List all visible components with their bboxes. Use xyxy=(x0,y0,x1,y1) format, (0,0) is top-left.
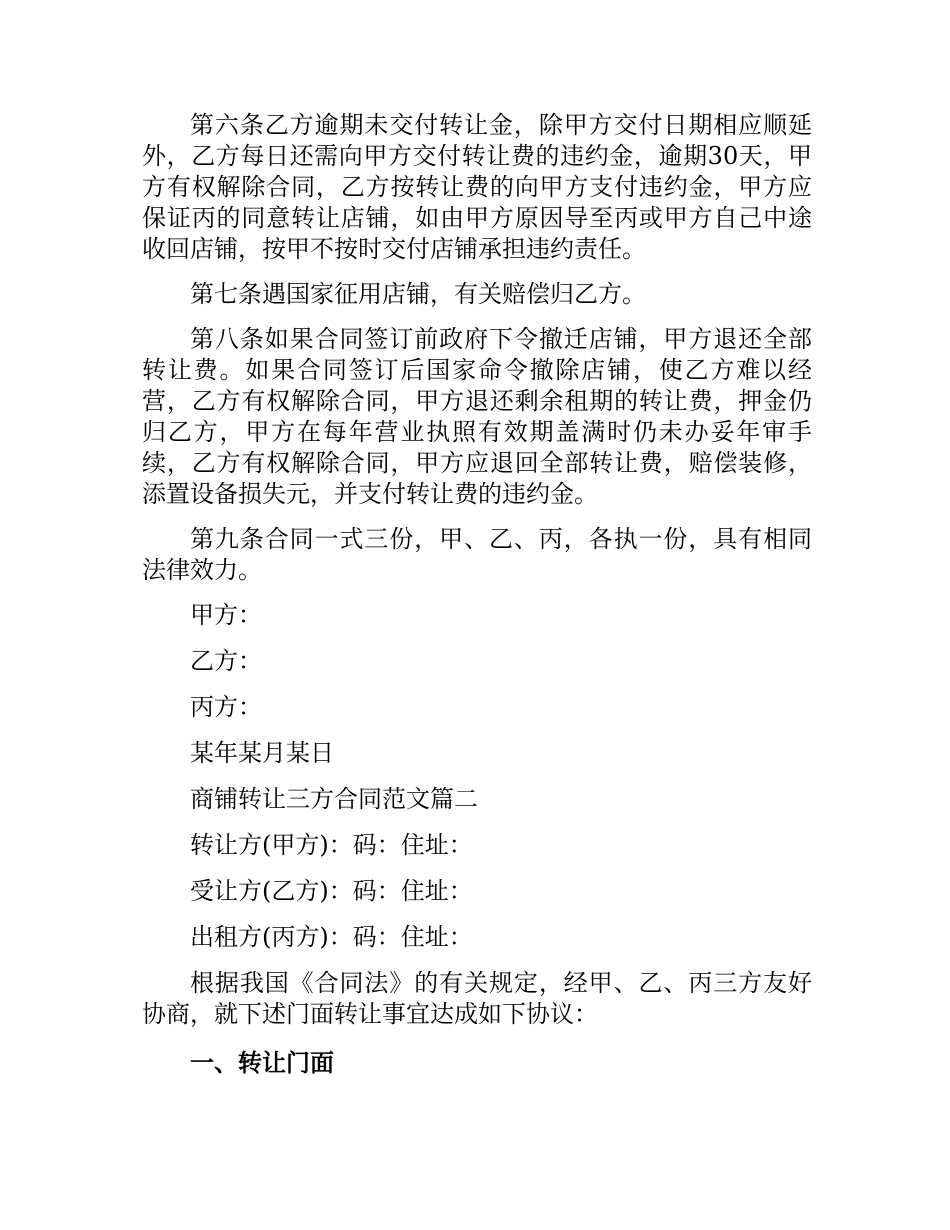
party-c-signature-line: 丙方： xyxy=(190,693,262,721)
intro-paragraph: 根据我国《合同法》的有关规定，经甲、乙、丙三方友好协商，就下述门面转让事宜达成如下协议： xyxy=(142,969,812,1028)
article-9-paragraph: 第九条合同一式三份，甲、乙、丙，各执一份，具有相同法律效力。 xyxy=(142,525,812,584)
article-6-paragraph: 第六条乙方逾期未交付转让金，除甲方交付日期相应顺延外，乙方每日还需向甲方交付转让费的违约金，逾期30天，甲方有权解除合同，乙方按转让费的向甲方支付违约金，甲方应保证丙的同意转让店铺，如由甲方原因导至丙或甲方自己中途收回店铺，按甲不按时交付店铺承担违约责任。 xyxy=(142,111,812,263)
section-title: 商铺转让三方合同范文篇二 xyxy=(190,785,478,813)
transferee-line: 受让方(乙方)：码：住址： xyxy=(190,877,473,905)
transferor-line: 转让方(甲方)：码：住址： xyxy=(190,831,473,859)
lessor-line: 出租方(丙方)：码：住址： xyxy=(190,923,473,951)
party-b-signature-line: 乙方： xyxy=(190,647,262,675)
date-line: 某年某月某日 xyxy=(190,739,334,767)
article-7-paragraph: 第七条遇国家征用店铺，有关赔偿归乙方。 xyxy=(190,280,646,308)
party-a-signature-line: 甲方： xyxy=(190,601,262,629)
section-heading-transfer-storefront: 一、转让门面 xyxy=(190,1049,334,1077)
article-8-paragraph: 第八条如果合同签订前政府下令撤迁店铺，甲方退还全部转让费。如果合同签订后国家命令撤除店铺，使乙方难以经营，乙方有权解除合同，甲方退还剩余租期的转让费，押金仍归乙方，甲方在每年营业执照有效期盖满时仍未办妥年审手续，乙方有权解除合同，甲方应退回全部转让费，赔偿装修，添置设备损失元，并支付转让费的违约金。 xyxy=(142,325,812,508)
document-page xyxy=(142,110,812,1079)
